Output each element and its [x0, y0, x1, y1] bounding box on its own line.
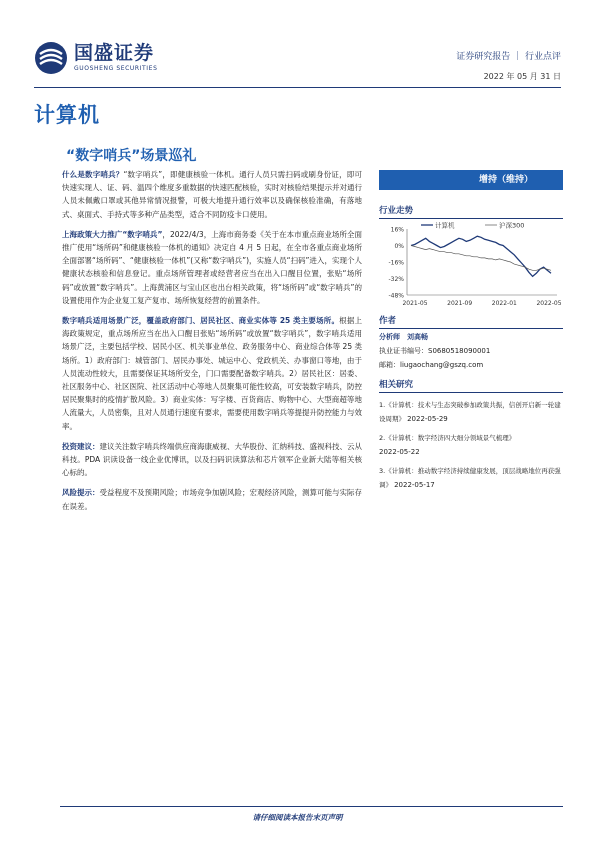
x-tick-label: 2021-05 [402, 300, 428, 307]
y-tick-label: -16% [388, 259, 404, 267]
series-line-computer [411, 236, 551, 276]
paragraph-lead: 风险提示： [62, 488, 100, 498]
report-body [62, 168, 362, 520]
trend-chart-svg [379, 221, 563, 311]
y-tick-label: -32% [388, 276, 404, 283]
related-report-date: 2022-05-17 [394, 481, 435, 489]
paragraph-lead: 上海政策大力推广“数字哨兵” [62, 229, 163, 239]
y-tick-label: 16% [390, 226, 404, 234]
related-report-date: 2022-05-22 [379, 448, 420, 456]
x-tick-label: 2021-09 [447, 300, 473, 307]
trend-section-title: 行业走势 [379, 204, 563, 219]
related-report-title: 1.《计算机：技术与生态突破参加政策共振，信创开启新一轮建设周期》 [379, 401, 561, 423]
brand-name-en: GUOSHENG SECURITIES [74, 65, 158, 72]
report-type: 证券研究报告 ｜ 行业点评 [456, 52, 561, 62]
related-report[interactable] [379, 398, 563, 426]
author-section-title: 作者 [379, 314, 563, 329]
related-report-date: 2022-05-29 [407, 415, 448, 423]
sidebar [379, 170, 563, 492]
industry-title: 计算机 [34, 103, 100, 127]
analyst-license: 执业证书编号：S0680518090001 [379, 347, 491, 355]
related-report-title: 2.《计算机：数字经济四大细分领域景气梳理》 [379, 434, 516, 442]
related-report-title: 3.《计算机：推动数字经济持续健康发展，顶层战略地位再获强调》 [379, 467, 561, 489]
x-tick-label: 2022-05 [536, 300, 562, 307]
paragraph-shanghai-policy [62, 228, 362, 307]
paragraph-lead: 投资建议： [62, 441, 100, 451]
footer-divider [60, 806, 563, 807]
legend-label: 计算机 [435, 221, 455, 230]
y-tick-label: 0% [394, 243, 404, 250]
paragraph-text: 受益程度不及预期风险；市场竞争加剧风险；宏观经济风险，测算可能与实际存在误差。 [62, 488, 362, 511]
paragraph-risk [62, 486, 362, 512]
header-divider [34, 87, 561, 88]
trend-chart [379, 221, 563, 311]
paragraph-what-is [62, 168, 362, 221]
paragraph-text: “数字哨兵”，即健康核验一体机。通行人员只需扫码或刷身份证，即可快速实现人、证、码、温四个维度多重数据的快速匹配核验，实时对核验结果提示并对通行人员未佩戴口罩或其他异常情况报警，可极大地提升通行效率以及确保核验准确，有落地式、桌面式、手持式等多种产品类型，适合不同防疫卡口使用。 [62, 170, 362, 219]
paragraph-investment [62, 440, 362, 480]
paragraph-lead: 数字哨兵适用场景广泛，覆盖政府部门、居民社区、商业实体等 25 类主要场所。 [62, 316, 340, 326]
paragraph-text: ，2022/4/3，上海市商务委《关于在本市重点商业场所全面推广使用“场所码”和健康核验一体机的通知》决定自 4 月 5 日起，在全市各重点商业场所全面部署“场所码”、“健康核验一体机”(又称“数字哨兵”)，实施人员“扫码”进入，实现个人健康状态核验和信息登记。重点场所管理者或经营者应当在出入口醒目位置，张贴“场所码”或放置“数字哨兵”。上海黄浦区与宝山区也出台相关政策，将“场所码”或“数字哨兵”的设置使用作为企业复工复产复市、场所恢复经营的前置条件。 [62, 229, 363, 305]
y-tick-label: -48% [388, 292, 404, 300]
guosheng-logo-icon [34, 41, 68, 75]
legend-label: 沪深300 [499, 221, 525, 230]
report-date: 2022 年 05 月 31 日 [483, 72, 561, 81]
x-tick-label: 2022-01 [491, 300, 517, 307]
rating-badge: 增持（维持） [379, 170, 563, 190]
related-report[interactable] [379, 431, 563, 459]
report-meta [456, 51, 561, 82]
report-headline: “数字哨兵”场景巡礼 [66, 148, 197, 164]
brand-logo [34, 40, 157, 76]
related-section-title: 相关研究 [379, 378, 563, 393]
series-line-hs300 [411, 246, 551, 271]
paragraph-lead: 什么是数字哨兵？ [62, 170, 124, 179]
analyst-name-text: 分析师 刘高畅 [379, 333, 428, 341]
paragraph-scenarios [62, 314, 362, 433]
analyst-email[interactable]: 邮箱：liugaochang@gszq.com [379, 361, 484, 369]
brand-name-cn: 国盛证券 [74, 42, 155, 64]
paragraph-text: 建议关注数字哨兵终端供应商海康威视、大华股份、汇纳科技、盛视科技、云从科技。PDA 识读设备一线企业优博讯，以及扫码识读算法和芯片领军企业新大陆等相关核心标的。 [62, 441, 362, 478]
footer-disclaimer: 请仔细阅读本报告末页声明 [252, 813, 343, 822]
analyst-name [379, 331, 563, 343]
paragraph-text: 根据上海政策规定，重点场所应当在出入口醒目张贴“场所码”或放置“数字哨兵”，数字哨兵适用场景广泛，主要包括学校、居民小区、机关事业单位、政务服务中心、商业综合体等 25 类场所。1）政府部门：城管部门、居民办事处、城运中心、党政机关、办事窗口等地，由于人员流动性较大，且需要保证其场所安全，门口需要配备数字哨兵。2）居民社区：居委、社区服务中心、社区医院、社区活动中心等地人员聚集可能性较高，可安装数字哨兵，防控居民聚集时的疫情扩散风险。3）商业实体：写字楼、百货商店、购物中心、大型商超等地人流量大，人员密集，且对人员通行速度有要求，需要使用数字哨兵等提提升防控能力与效率。 [62, 316, 362, 431]
related-report[interactable] [379, 464, 563, 492]
